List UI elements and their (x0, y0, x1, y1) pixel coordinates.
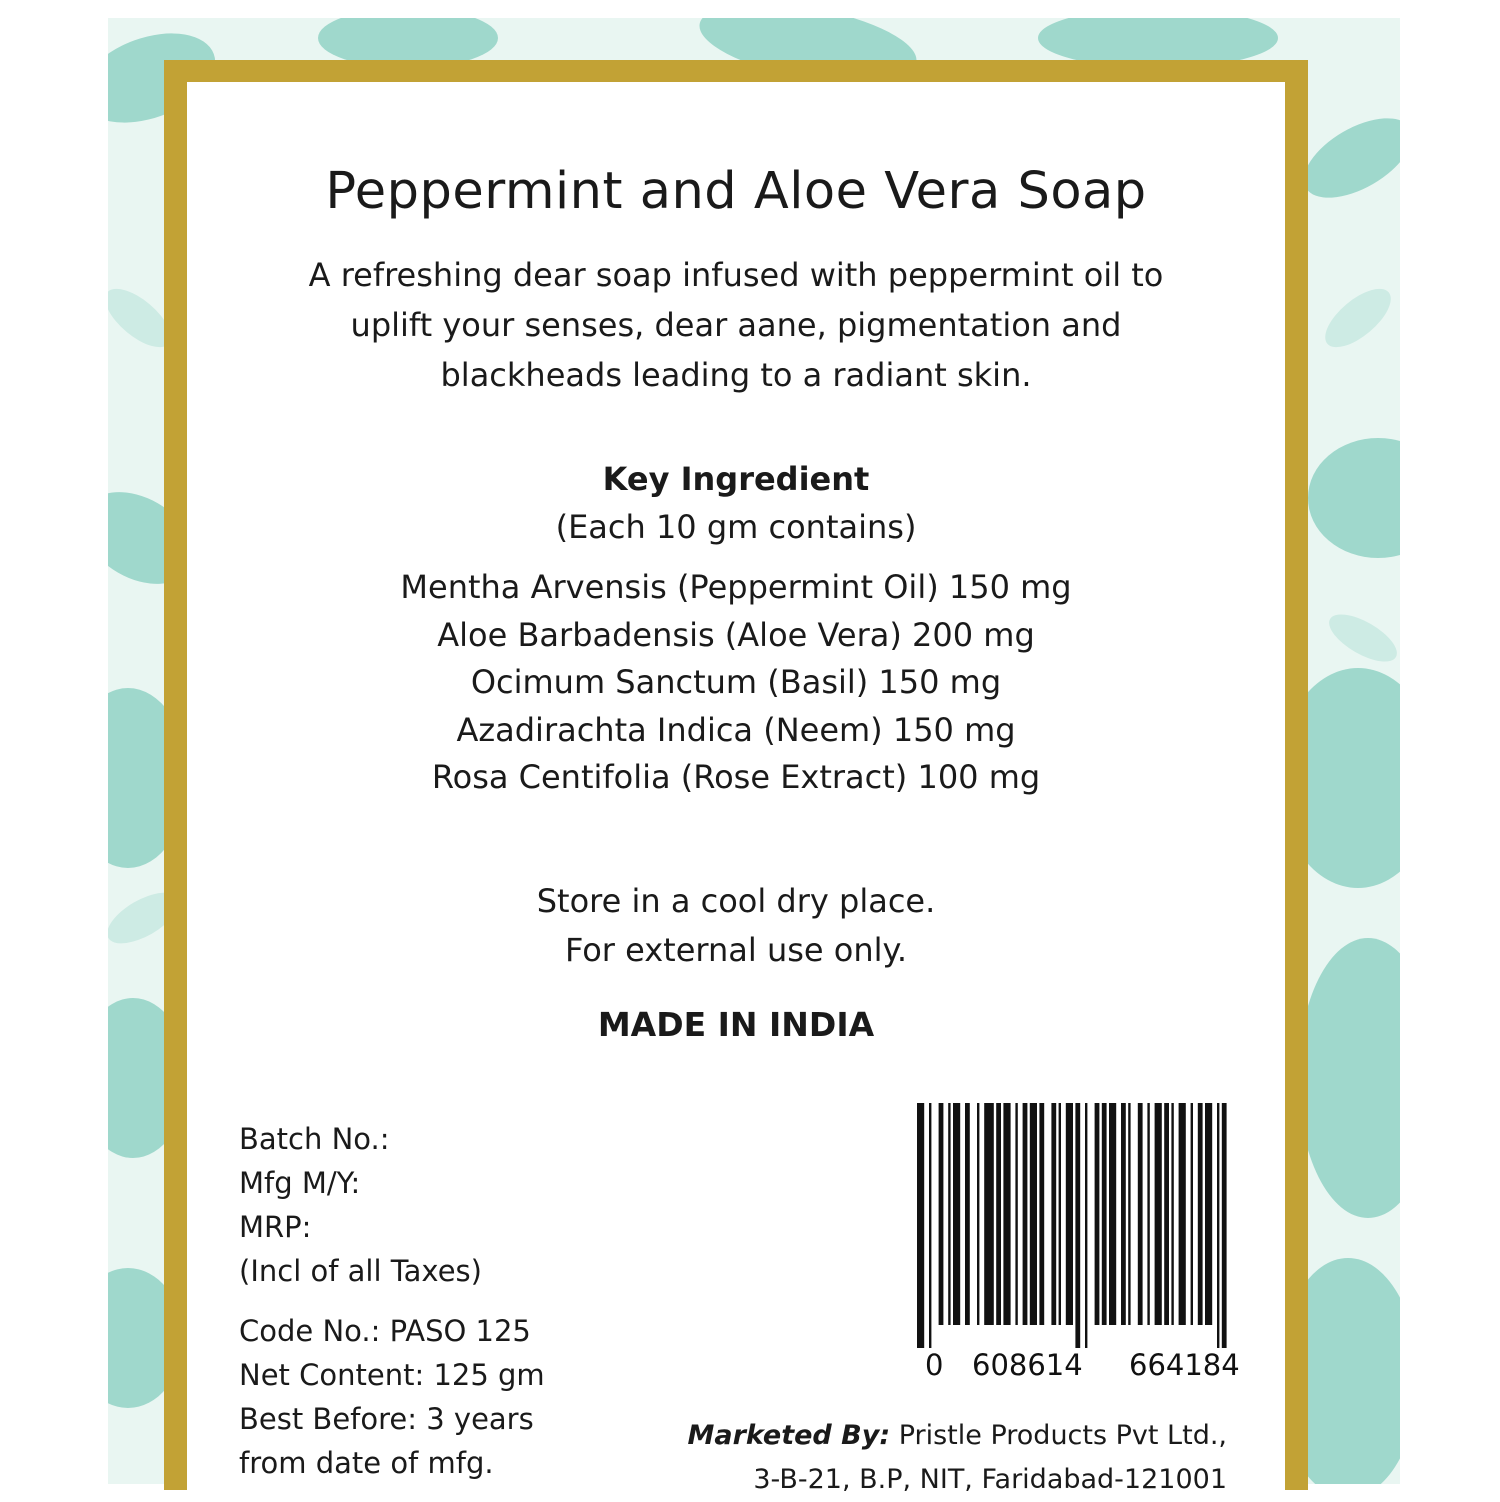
barcode-group-2: 664184 (1129, 1348, 1240, 1382)
ingredient-list (187, 564, 1285, 802)
barcode-bar (1121, 1103, 1126, 1325)
barcode-bar (996, 1103, 1001, 1325)
barcode-bar (977, 1103, 979, 1325)
best-before-note: from date of mfg. (239, 1446, 494, 1480)
barcode-group-1: 608614 (972, 1348, 1083, 1382)
barcode-bar (1217, 1103, 1219, 1348)
made-in-india: MADE IN INDIA (597, 1005, 875, 1044)
best-before: Best Before: 3 years (239, 1402, 534, 1436)
ingredient-item: Rosa Centifolia (Rose Extract) 100 mg (431, 758, 1041, 796)
batch-number: Batch No.: (239, 1122, 390, 1156)
description-line: A refreshing dear soap infused with peppermint oil to (308, 256, 1164, 294)
storage-instructions (187, 877, 1285, 975)
barcode-bar (1222, 1103, 1227, 1348)
barcode-bar (1155, 1103, 1162, 1325)
barcode-bar (1191, 1103, 1193, 1325)
storage-line: For external use only. (564, 931, 908, 969)
barcode-bar (1179, 1103, 1186, 1325)
ingredient-item: Mentha Arvensis (Peppermint Oil) 150 mg (400, 568, 1072, 606)
key-ingredient-heading: Key Ingredient (602, 460, 870, 498)
barcode-bar (1039, 1103, 1044, 1325)
key-ingredient-note: (Each 10 gm contains) (555, 508, 917, 546)
barcode-bar (1109, 1103, 1116, 1325)
barcode-bar (965, 1103, 970, 1325)
marketed-by-label: Marketed By: (687, 1420, 891, 1451)
barcode-bar (1085, 1103, 1087, 1348)
marketed-by-company: Pristle Products Pvt Ltd., (890, 1420, 1227, 1451)
barcode-bar (1015, 1103, 1017, 1325)
ingredient-item: Azadirachta Indica (Neem) 150 mg (456, 710, 1016, 749)
barcode-bar (1066, 1103, 1073, 1325)
barcode-bar (1164, 1103, 1169, 1325)
barcode-bar (953, 1103, 960, 1325)
barcode-bar (1059, 1103, 1061, 1325)
barcode-bar (1171, 1103, 1173, 1325)
barcode (917, 1103, 1257, 1383)
barcode-bar (948, 1103, 950, 1325)
tax-note: (Incl of all Taxes) (239, 1254, 482, 1288)
barcode-digit-left: 0 (925, 1348, 944, 1382)
barcode-bar (1051, 1103, 1056, 1325)
ingredient-item: Ocimum Sanctum (Basil) 150 mg (470, 663, 1002, 701)
barcode-bars (917, 1103, 1227, 1348)
barcode-bar (1075, 1103, 1080, 1348)
product-info-block (239, 1117, 545, 1485)
code-number: Code No.: PASO 125 (239, 1314, 531, 1348)
product-description (187, 250, 1285, 400)
barcode-bar (1102, 1103, 1107, 1325)
label-frame (164, 60, 1308, 1495)
barcode-bar (1023, 1103, 1028, 1325)
mrp: MRP: (239, 1210, 312, 1244)
barcode-bar (939, 1103, 944, 1325)
description-line: uplift your senses, dear aane, pigmentation and (350, 306, 1122, 344)
barcode-bar (1003, 1103, 1010, 1325)
ingredient-item: Aloe Barbadensis (Aloe Vera) 200 mg (437, 615, 1035, 654)
product-title: Peppermint and Aloe Vera Soap (325, 162, 1147, 221)
net-content: Net Content: 125 gm (239, 1358, 545, 1392)
marketed-by (687, 1414, 1227, 1502)
barcode-bar (1128, 1103, 1130, 1325)
barcode-bar (1030, 1103, 1037, 1325)
barcode-bar (1138, 1103, 1143, 1325)
barcode-bar (1205, 1103, 1212, 1325)
label-panel (187, 82, 1285, 1495)
barcode-bar (1198, 1103, 1203, 1325)
barcode-bar (929, 1103, 931, 1348)
barcode-bar (1147, 1103, 1149, 1325)
storage-line: Store in a cool dry place. (536, 882, 936, 920)
description-line: blackheads leading to a radiant skin. (440, 356, 1032, 394)
barcode-bar (1095, 1103, 1100, 1325)
marketed-by-address: 3-B-21, B.P, NIT, Faridabad-121001 (753, 1464, 1227, 1495)
barcode-bar (917, 1103, 924, 1348)
mfg-date: Mfg M/Y: (239, 1166, 361, 1200)
barcode-bar (984, 1103, 994, 1325)
